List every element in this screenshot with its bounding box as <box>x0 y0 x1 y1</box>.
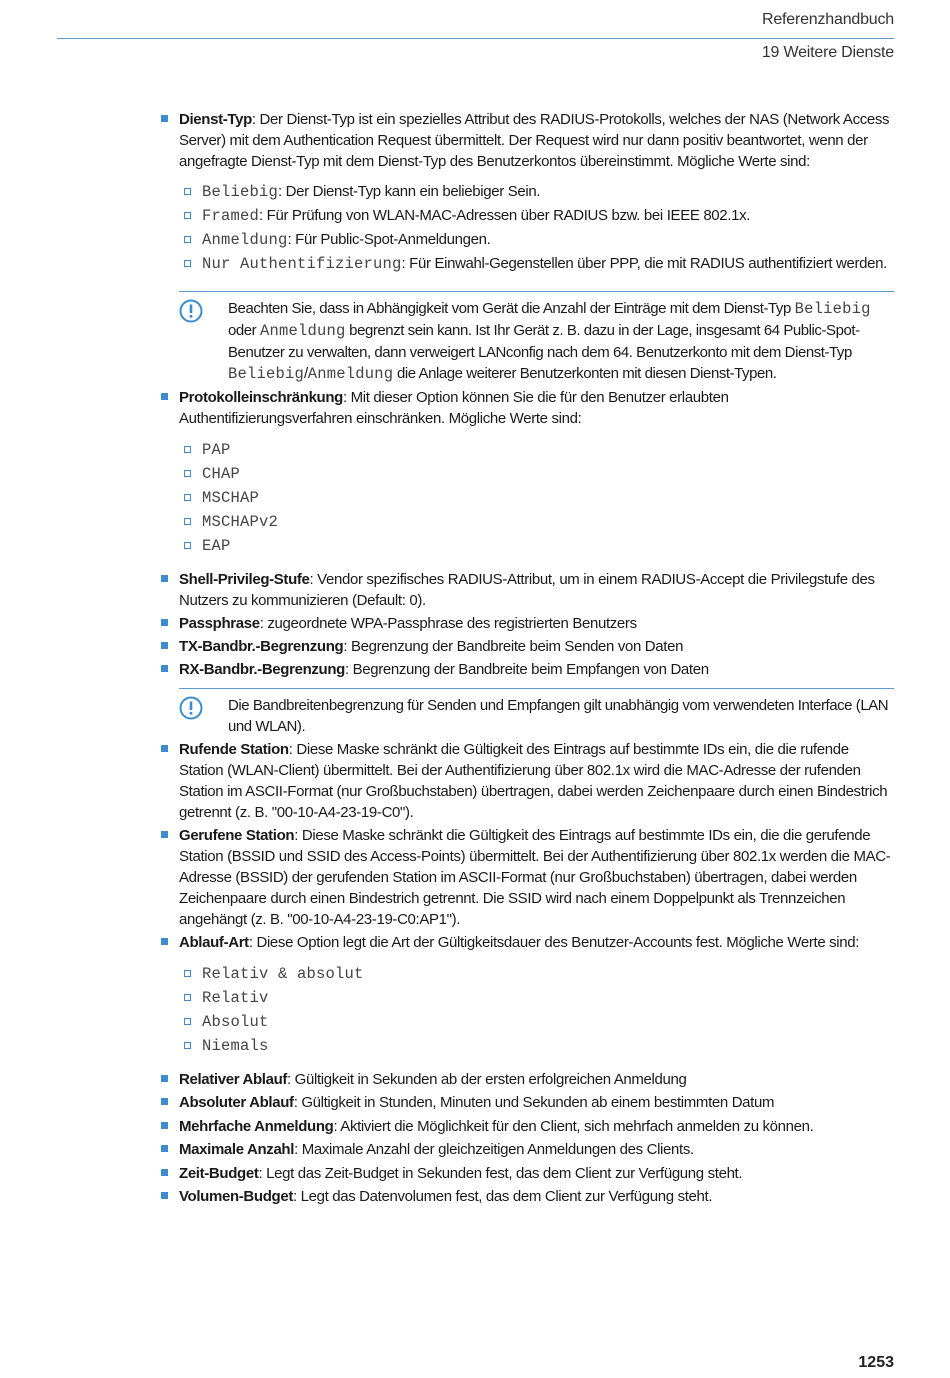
protokoll-values <box>182 438 894 558</box>
value-desc: : Für Public-Spot-Anmeldungen. <box>287 231 491 248</box>
hollow-square-icon <box>184 542 191 549</box>
list-item <box>160 1069 894 1090</box>
item-term: Mehrfache Anmeldung <box>179 1117 334 1135</box>
value-code: Beliebig <box>202 183 279 201</box>
list-group <box>160 739 894 953</box>
hollow-square-icon <box>184 236 191 243</box>
attention-icon <box>179 299 203 323</box>
item-term: Rufende Station <box>179 741 289 758</box>
note-text: Die Bandbreitenbegrenzung für Senden und Empfangen gilt unabhängig vom verwendeten Interface (LAN und WLAN). <box>228 697 889 735</box>
item-text: : zugeordnete WPA-Passphrase des registrierten Benutzers <box>259 615 637 632</box>
list-item <box>160 613 894 634</box>
value-desc: : Für Einwahl-Gegenstellen über PPP, die mit RADIUS authentifiziert werden. <box>401 255 887 272</box>
item-text: : Diese Maske schränkt die Gültigkeit des Eintrags auf bestimmte IDs ein, die die gerufende Station (BSSID und SSID des Access-Points) übermittelt. Bei der Authentifizierung über 802.1x werden die MAC-Adresse (BSSID) der gerufenden Station im ASCII-Format (nur Großbuchstaben) übertragen, dabei werden Zeichenpaare durch einen Bindestrich getrennt. Die SSID wird nach einem Doppelpunkt als Trennzeichen angehängt (z. B. "00-10-A4-23-19-C0:AP1"). <box>179 827 891 928</box>
bullet-square-icon <box>161 938 168 945</box>
sub-list-item <box>182 462 894 486</box>
bullet-square-icon <box>161 665 168 672</box>
item-term: Maximale Anzahl <box>179 1141 295 1159</box>
item-term: Protokolleinschränkung <box>179 389 343 406</box>
hollow-square-icon <box>184 1042 191 1049</box>
sub-list-item <box>182 438 894 462</box>
note-code: Beliebig <box>794 300 871 318</box>
note-text: oder <box>228 322 260 339</box>
item-text: : Begrenzung der Bandbreite beim Empfangen von Daten <box>345 661 709 678</box>
sub-list-item <box>182 252 894 276</box>
sub-list-item <box>182 986 894 1010</box>
value-desc: : Für Prüfung von WLAN-MAC-Adressen über RADIUS bzw. bei IEEE 802.1x. <box>259 207 751 224</box>
bullet-square-icon <box>161 619 168 626</box>
page-number: 1253 <box>858 1354 894 1371</box>
bullet-square-icon <box>161 115 168 122</box>
value-code: Niemals <box>202 1037 269 1055</box>
bullet-square-icon <box>161 831 168 838</box>
dienst-typ-values <box>182 180 894 276</box>
item-term: Dienst-Typ <box>179 111 252 128</box>
bullet-square-icon <box>161 393 168 400</box>
header-chapter: 19 Weitere Dienste <box>761 44 894 61</box>
hollow-square-icon <box>184 994 191 1001</box>
ablauf-values <box>182 962 894 1058</box>
note-text: / <box>304 365 308 382</box>
item-term: Relativer Ablauf <box>179 1071 288 1088</box>
item-term: Passphrase <box>179 615 260 632</box>
hollow-square-icon <box>184 494 191 501</box>
sub-list-item <box>182 228 894 252</box>
list-item <box>160 825 894 930</box>
item-text: : Aktiviert die Möglichkeit für den Client, sich mehrfach anmelden zu können. <box>333 1117 814 1135</box>
list-item <box>160 1139 894 1160</box>
list-item-ablauf-art <box>160 932 894 953</box>
list-item <box>160 1092 894 1113</box>
value-code: MSCHAPv2 <box>202 513 279 531</box>
item-term: Absoluter Ablauf <box>179 1094 294 1112</box>
list-item-dienst-typ <box>160 109 894 172</box>
item-text: : Diese Maske schränkt die Gültigkeit des Eintrags auf bestimmte IDs ein, die die rufende Station (WLAN-Client) übermittelt. Bei der Authentifizierung über 802.1x wird die MAC-Adresse der rufenden Station im ASCII-Format (nur Großbuchstaben) übertragen, dabei werden Zeichenpaare durch einen Bindestrich getrennt (z. B. "00-10-A4-23-19-C0"). <box>179 741 888 821</box>
item-text: : Begrenzung der Bandbreite beim Senden von Daten <box>343 638 684 655</box>
hollow-square-icon <box>184 518 191 525</box>
list-item <box>160 636 894 657</box>
value-code: PAP <box>202 441 231 459</box>
value-code: Nur Authentifizierung <box>202 255 402 273</box>
item-term: Shell-Privileg-Stufe <box>179 571 310 588</box>
value-code: Relativ & absolut <box>202 965 364 983</box>
note-code: Anmeldung <box>259 322 346 340</box>
item-text: : Gültigkeit in Sekunden ab der ersten erfolgreichen Anmeldung <box>287 1071 687 1088</box>
list-group <box>160 1069 894 1207</box>
item-text: : Der Dienst-Typ ist ein spezielles Attribut des RADIUS-Protokolls, welches der NAS (Network Access Server) mit dem Authentication Request übermittelt. Der Request wird nur dann positiv beantwortet, wenn der angefragte Dienst-Typ mit dem Dienst-Typ des Benutzerkontos übereinstimmt. Mögliche Werte sind: <box>179 111 890 170</box>
bullet-square-icon <box>161 1145 168 1152</box>
item-term: Gerufene Station <box>179 827 295 844</box>
header-book-title: Referenzhandbuch <box>761 11 894 28</box>
item-term: Zeit-Budget <box>179 1164 259 1182</box>
item-term: Volumen-Budget <box>179 1187 293 1205</box>
note-box <box>179 291 894 385</box>
item-text: : Vendor spezifisches RADIUS-Attribut, um in einem RADIUS-Accept die Privilegstufe des Nutzers zu kommunizieren (Default: 0). <box>179 571 875 609</box>
list-group <box>160 569 894 680</box>
value-code: EAP <box>202 537 231 555</box>
bullet-square-icon <box>161 642 168 649</box>
note-text: begrenzt sein kann. Ist Ihr Gerät z. B. dazu in der Lage, insgesamt 64 Public-Spot-Benutzer zu verwalten, dann verweigert LANconfig nach dem 64. Benutzerkonto mit dem Dienst-Typ <box>228 322 860 361</box>
hollow-square-icon <box>184 212 191 219</box>
bullet-square-icon <box>161 575 168 582</box>
item-term: TX-Bandbr.-Begrenzung <box>179 638 344 655</box>
sub-list-item <box>182 962 894 986</box>
note-code: Anmeldung <box>307 365 394 383</box>
item-text: : Legt das Datenvolumen fest, das dem Client zur Verfügung steht. <box>292 1187 713 1205</box>
item-text: : Maximale Anzahl der gleichzeitigen Anmeldungen des Clients. <box>294 1141 694 1159</box>
list-item <box>160 1163 894 1184</box>
sub-list-item <box>182 180 894 204</box>
item-text: : Legt das Zeit-Budget in Sekunden fest, das dem Client zur Verfügung steht. <box>258 1164 743 1182</box>
hollow-square-icon <box>184 188 191 195</box>
bullet-square-icon <box>161 1169 168 1176</box>
item-text: : Diese Option legt die Art der Gültigkeitsdauer des Benutzer-Accounts fest. Mögliche Werte sind: <box>248 934 860 951</box>
value-code: Framed <box>202 207 260 225</box>
sub-list-item <box>182 1010 894 1034</box>
bullet-square-icon <box>161 745 168 752</box>
value-code: Relativ <box>202 989 269 1007</box>
list-item <box>160 569 894 611</box>
note-box <box>179 688 894 737</box>
list-item <box>160 739 894 823</box>
value-code: Absolut <box>202 1013 269 1031</box>
list-item <box>160 1116 894 1137</box>
bullet-square-icon <box>161 1075 168 1082</box>
hollow-square-icon <box>184 470 191 477</box>
sub-list-item <box>182 486 894 510</box>
sub-list-item <box>182 204 894 228</box>
hollow-square-icon <box>184 970 191 977</box>
note-code: Beliebig <box>228 365 305 383</box>
header-rule <box>57 38 894 39</box>
hollow-square-icon <box>184 446 191 453</box>
item-term: RX-Bandbr.-Begrenzung <box>179 661 345 678</box>
value-code: MSCHAP <box>202 489 260 507</box>
sub-list-item <box>182 510 894 534</box>
hollow-square-icon <box>184 1018 191 1025</box>
item-text: : Gültigkeit in Stunden, Minuten und Sekunden ab einem bestimmten Datum <box>293 1094 775 1112</box>
attention-icon <box>179 696 203 720</box>
item-text: : Mit dieser Option können Sie die für den Benutzer erlaubten Authentifizierungsverfahren einschränken. Mögliche Werte sind: <box>179 389 729 427</box>
sub-list-item <box>182 1034 894 1058</box>
list-item <box>160 659 894 680</box>
hollow-square-icon <box>184 260 191 267</box>
list-item <box>160 1186 894 1207</box>
bullet-square-icon <box>161 1192 168 1199</box>
value-code: Anmeldung <box>202 231 288 249</box>
value-desc: : Der Dienst-Typ kann ein beliebiger Sein. <box>278 183 541 200</box>
page-content <box>160 109 894 1207</box>
note-text: die Anlage weiterer Benutzerkonten mit diesen Dienst-Typen. <box>393 365 777 382</box>
value-code: CHAP <box>202 465 241 483</box>
bullet-square-icon <box>161 1098 168 1105</box>
list-item-protokolleinschraenkung <box>160 387 894 429</box>
note-text: Beachten Sie, dass in Abhängigkeit vom Gerät die Anzahl der Einträge mit dem Dienst-Typ <box>228 300 795 317</box>
sub-list-item <box>182 534 894 558</box>
bullet-square-icon <box>161 1122 168 1129</box>
item-term: Ablauf-Art <box>179 934 249 951</box>
